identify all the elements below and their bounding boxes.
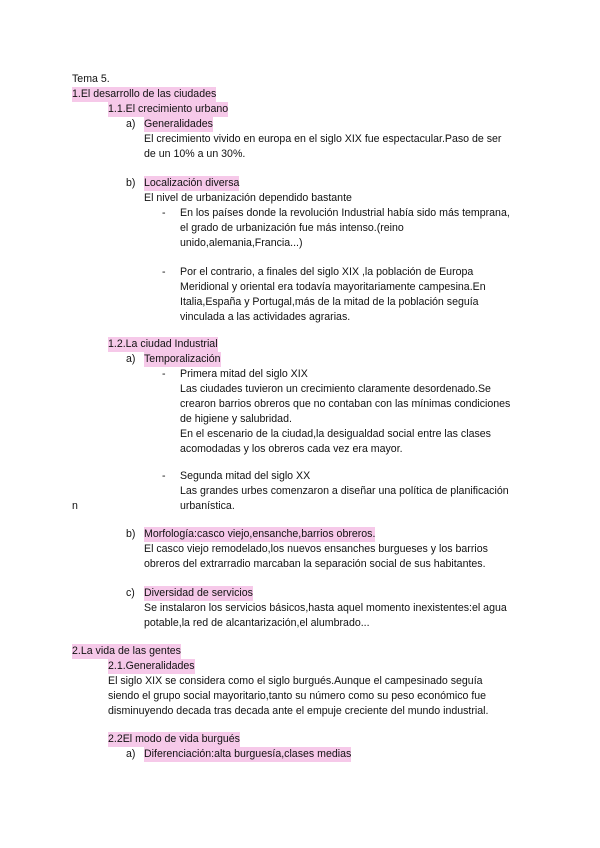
bullet-dash: - (162, 266, 166, 278)
bullet-text: Meridional y oriental era todavía mayoritariamente campesina.En (180, 281, 486, 293)
paragraph-line: siendo el grupo social mayoritario,tanto su número como su peso económico fue (108, 690, 487, 702)
subsection-2-2-heading: 2.2El modo de vida burgués (108, 733, 240, 745)
item-heading-diferenciacion: Diferenciación:alta burguesía,clases medias (144, 748, 352, 760)
item-heading-generalidades: Generalidades (144, 118, 213, 130)
bullet-text: urbanística. (180, 500, 235, 512)
paragraph-line: El siglo XIX se considera como el siglo burgués.Aunque el campesinado seguía (108, 675, 483, 687)
paragraph-line: de un 10% a un 30%. (144, 148, 246, 160)
item-heading-servicios: Diversidad de servicios (144, 587, 253, 599)
bullet-text: crearon barrios obreros que no contaban con las mínimas condiciones (180, 398, 511, 410)
bullet-text: Las ciudades tuvieron un crecimiento claramente desordenado.Se (180, 383, 491, 395)
bullet-text: Por el contrario, a finales del siglo XIX ,la población de Europa (180, 266, 474, 278)
item-heading-temporalizacion: Temporalización (144, 353, 221, 365)
bullet-text: En el escenario de la ciudad,la desigualdad social entre las clases (180, 428, 491, 440)
list-marker: a) (126, 353, 136, 365)
paragraph-line: El casco viejo remodelado,los nuevos ensanches burgueses y los barrios (144, 543, 488, 555)
section-1-heading: 1.El desarrollo de las ciudades (72, 88, 217, 100)
list-marker: b) (126, 177, 136, 189)
paragraph-line: disminuyendo decada tras decada ante el empuje creciente del mundo industrial. (108, 705, 489, 717)
item-heading-morfologia: Morfología:casco viejo,ensanche,barrios obreros. (144, 528, 376, 540)
section-2-heading: 2.La vida de las gentes (72, 645, 181, 657)
bullet-dash: - (162, 470, 166, 482)
paragraph-line: potable,la red de alcantarización,el alumbrado... (144, 617, 370, 629)
subsection-2-1-heading: 2.1.Generalidades (108, 660, 195, 672)
item-heading-localizacion: Localización diversa (144, 177, 240, 189)
topic-title: Tema 5. (72, 73, 110, 85)
bullet-text: vinculada a las actividades agrarias. (180, 311, 351, 323)
bullet-text: Segunda mitad del siglo XX (180, 470, 311, 482)
paragraph-line: Se instalaron los servicios básicos,hasta aquel momento inexistentes:el agua (144, 602, 507, 614)
bullet-text: Italia,España y Portugal,más de la mitad de la población seguía (180, 296, 479, 308)
bullet-text: acomodadas y los obreros cada vez era mayor. (180, 443, 403, 455)
bullet-text: unido,alemania,Francia...) (180, 237, 303, 249)
bullet-text: Las grandes urbes comenzaron a diseñar una política de planificación (180, 485, 509, 497)
bullet-dash: - (162, 368, 166, 380)
paragraph-line: obreros del extrarradio marcaban la separación social de sus habitantes. (144, 558, 486, 570)
subsection-1-2-heading: 1.2.La ciudad Industrial (108, 338, 218, 350)
list-marker: a) (126, 748, 136, 760)
list-marker: a) (126, 118, 136, 130)
bullet-text: En los países donde la revolución Industrial había sido más temprana, (180, 207, 510, 219)
bullet-text: de higiene y salubridad. (180, 413, 292, 425)
subsection-1-1-heading: 1.1.El crecimiento urbano (108, 103, 229, 115)
list-marker: c) (126, 587, 135, 599)
bullet-text: Primera mitad del siglo XIX (180, 368, 308, 380)
bullet-text: el grado de urbanización fue más intenso.(reino (180, 222, 404, 234)
list-marker: b) (126, 528, 136, 540)
bullet-dash: - (162, 207, 166, 219)
paragraph-line: El nivel de urbanización dependido bastante (144, 192, 352, 204)
paragraph-line: El crecimiento vivido en europa en el siglo XIX fue espectacular.Paso de ser (144, 133, 502, 145)
stray-character: n (72, 500, 78, 512)
